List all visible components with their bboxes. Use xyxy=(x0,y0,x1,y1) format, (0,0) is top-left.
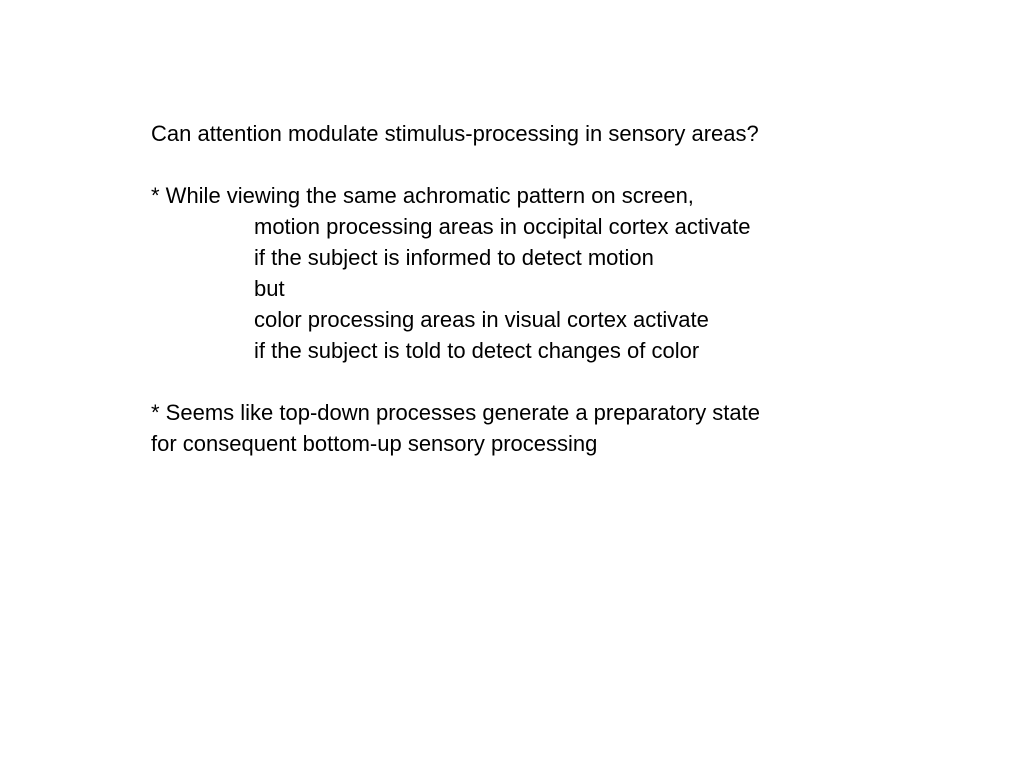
bullet-1-line: if the subject is told to detect changes of color xyxy=(254,338,700,363)
spacer xyxy=(151,366,991,397)
bullet-1-line: color processing areas in visual cortex activate xyxy=(254,307,709,332)
slide-text-block xyxy=(151,118,991,459)
bullet-2-line: for consequent bottom-up sensory processing xyxy=(151,431,598,456)
slide-question: Can attention modulate stimulus-processing in sensory areas? xyxy=(151,121,759,146)
bullet-1-line: but xyxy=(254,276,285,301)
bullet-2-line: * Seems like top-down processes generate a preparatory state xyxy=(151,400,760,425)
bullet-1-line: motion processing areas in occipital cortex activate xyxy=(254,214,751,239)
spacer xyxy=(151,149,991,180)
bullet-1-lead: * While viewing the same achromatic pattern on screen, xyxy=(151,183,694,208)
bullet-1-line: if the subject is informed to detect motion xyxy=(254,245,654,270)
